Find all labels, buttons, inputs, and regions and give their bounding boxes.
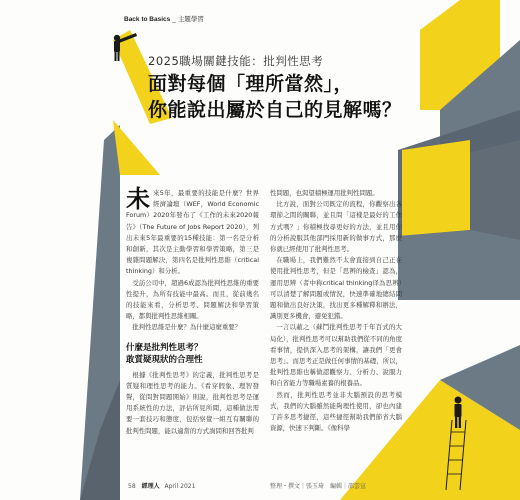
section-separator: _	[172, 16, 176, 23]
drop-cap: 未	[126, 185, 150, 213]
article-title	[148, 71, 402, 123]
heading-line-1: 什麼是批判性思考？	[126, 342, 203, 353]
gray-shade-right	[398, 230, 520, 300]
paragraph: 性問題，也渴望積極運用批判性問題。	[270, 189, 379, 197]
title-line-1: 面對每個「理所當然」，	[148, 73, 354, 95]
heading-line-2: 敢質疑現狀的合理性	[126, 354, 203, 365]
section-name: Back to Basics	[124, 16, 171, 23]
section-tag	[124, 14, 204, 23]
issue-date: April 2021	[164, 483, 196, 490]
paragraph: 在職場上，我們難然不太會直接到自己正在使用批判性思考，但是「思辨的檢查」認為，運用思辨（者中称critical thinking译為思辨）可以清楚了解問題或情況，快速準確地總結問題和做出良好決策，找出更多種解釋和辦法，識別更多機會，避免犯錯。	[270, 256, 402, 321]
article-credits: 整理・撰文｜張玉琦 編輯｜邵雲宣	[270, 483, 367, 490]
paragraph: 根據《批判性思考》的定義，批判性思考是質疑和理性思考的能力。《看穿假象、理智發聲，從問對問題開始》則說，批判性思考是運用系統性的方法，評估所見所聞，這種做法需要一套技巧和態度，包括察覺一組互有關聯的批判性問題，能以適當的方式詢問和回答批判	[126, 370, 259, 435]
article-column-right	[270, 188, 402, 434]
paragraph: 受訪公司中，超過6成認為批判性思維的重要性提升，為所有技能中最高。而且，從前幾名的技能來看，分析思考、問題解決和學習策略，都與批判性思維相關。	[126, 278, 259, 321]
yellow-block-right-middle	[402, 140, 470, 236]
paragraph: 然而，批判性思考並非大腦預設的思考模式，我們的大腦雖然能夠理性使用，卻也內建了許多思考捷徑，這些捷徑幫助我們節省大腦資源，快速下判斷。《像科學	[270, 390, 402, 433]
article-subtitle: 2025職場關鍵技能：批判性思考	[148, 54, 324, 68]
yellow-mountain-left	[113, 120, 160, 175]
paragraph: 批判性思維是什麼？為什麼這麼重要？	[132, 323, 242, 332]
section-heading	[126, 342, 259, 366]
title-line-2: 你能說出屬於自己的見解嗎？	[148, 99, 402, 121]
paragraph: 一言以蔽之（蘇鬥批判性思考千年百式的大局化），批判性思考可以幫助我們從不同的角度看事情，提供深入思考的架構，讓我們「更會思考」。而思考正是做任何事情的基礎，所以，批判性思維也稱做認觀察力、分析力、說服力和自省能力等職場素養的根養品。	[270, 323, 402, 388]
paragraph: 比方說，面對公司既定的流程，你觀察出各環節之間的關聯，並且問「這樣是最好的工作方式嗎？」你積極找尋更好的方法，並且用你的分析說服其他部門採用新的做事方式，那麼你就已經使用了批判性思考。	[270, 200, 402, 254]
page-footer	[128, 481, 418, 490]
paragraph: 來5年，最重要的技能是什麼？世界經濟論壇（WEF，World Economic Forum）2020年發布了《工作的未來2020報告》（The Future of Jobs Report 2020），列出未來5年最重要的15種技能：第一名是分析和創新，其次是主動學習和學習策略，第三是複雜問題解決，第四名是批判性思維（critical thinking）和分析。	[126, 189, 259, 276]
magazine-name: 經理人	[141, 483, 160, 490]
page-number: 58	[128, 483, 136, 490]
article-column-left	[126, 185, 259, 437]
section-topic: 主題學習	[177, 16, 204, 23]
